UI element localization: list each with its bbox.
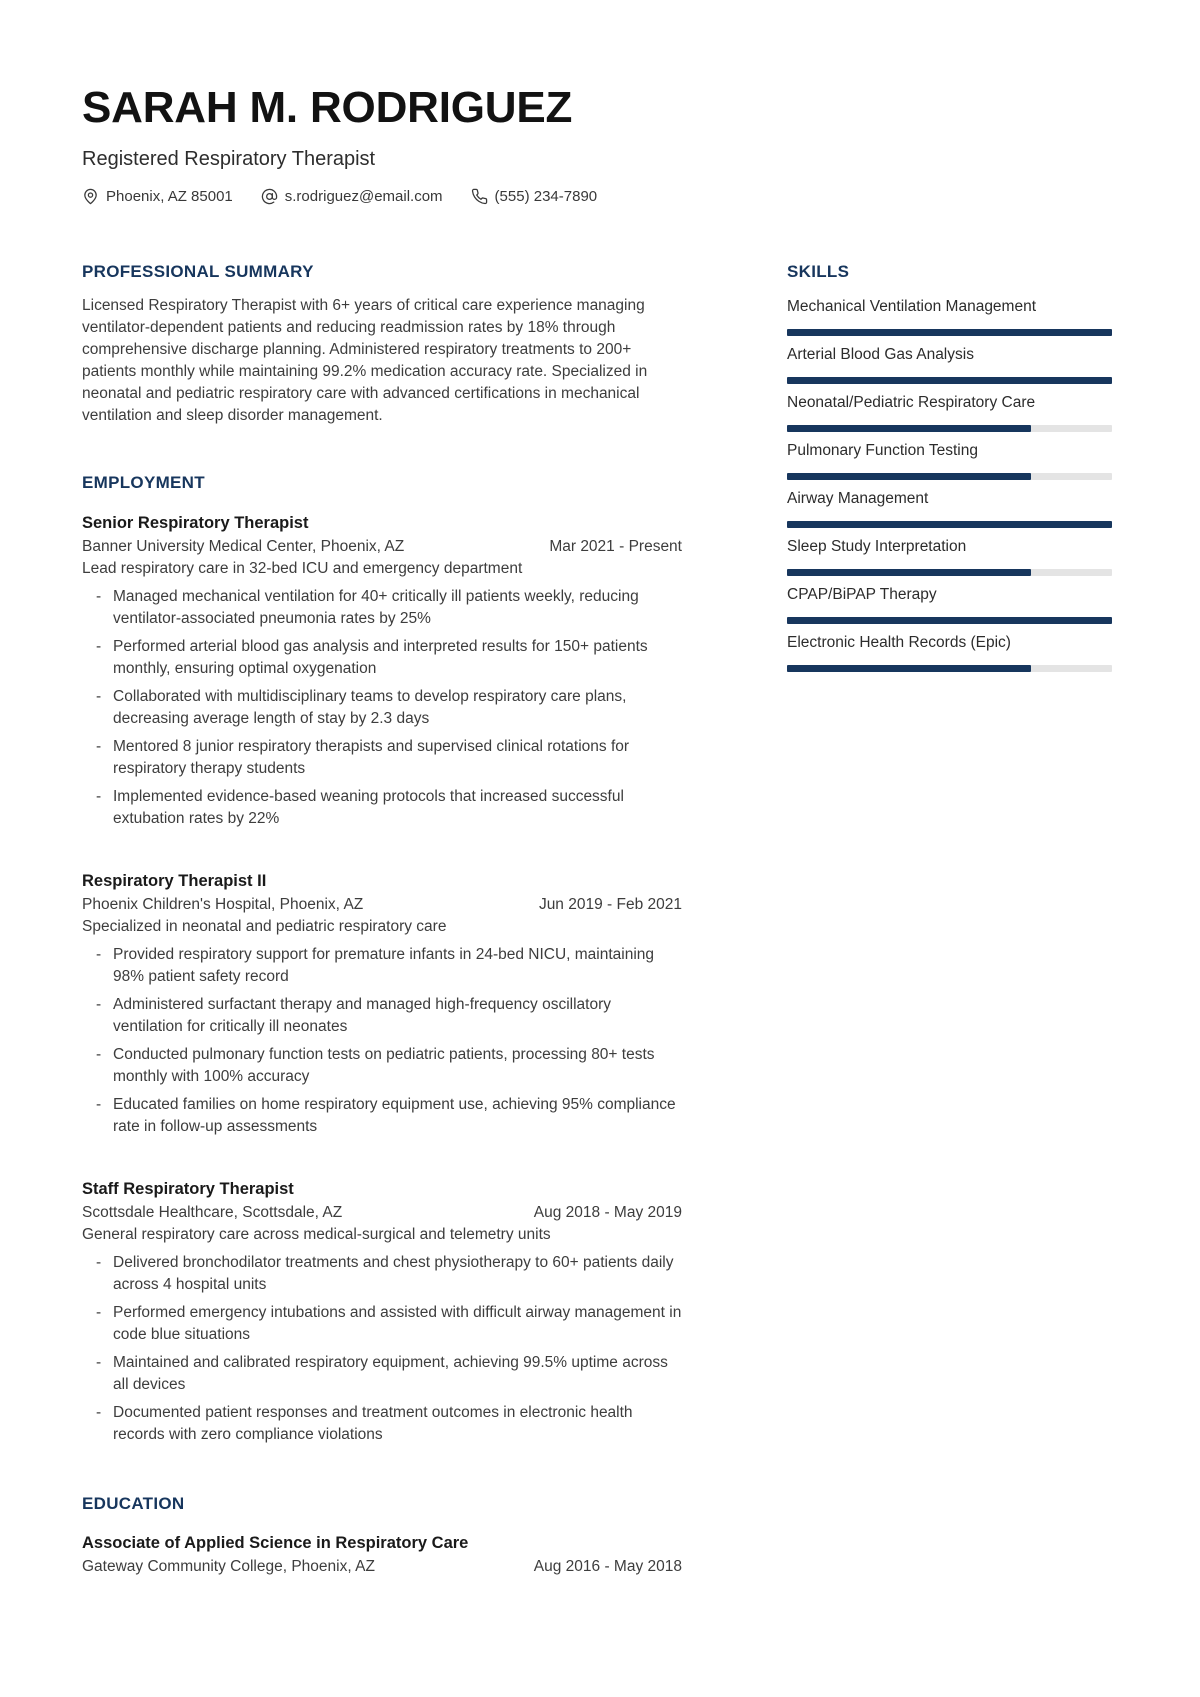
- job-dates: Aug 2018 - May 2019: [533, 1204, 682, 1221]
- skills-heading: SKILLS: [787, 262, 850, 281]
- bullet-item: [96, 1352, 682, 1396]
- skill-bar-fill: [787, 617, 1112, 624]
- contact-location: [82, 188, 233, 205]
- bullet-text: Implemented evidence-based weaning protocols that increased successful extubation rates by 22%: [113, 788, 624, 827]
- skill-item: [787, 632, 1112, 672]
- bullet-marker: -: [96, 1254, 102, 1271]
- job-bullets: [82, 586, 682, 830]
- skill-item: [787, 344, 1112, 384]
- bullet-item: [96, 1252, 682, 1296]
- skill-bar-fill: [787, 569, 1031, 576]
- skills-section: [787, 262, 1112, 672]
- job-title: Respiratory Therapist II: [82, 872, 267, 890]
- contact-location-text: Phoenix, AZ 85001: [106, 188, 233, 205]
- at-sign-icon: [261, 188, 278, 205]
- education-dates: Aug 2016 - May 2018: [533, 1558, 682, 1575]
- bullet-marker: -: [96, 1354, 102, 1371]
- skill-bar-fill: [787, 377, 1112, 384]
- skill-label: Electronic Health Records (Epic): [787, 634, 1011, 651]
- job-description: Specialized in neonatal and pediatric respiratory care: [82, 918, 447, 935]
- bullet-text: Collaborated with multidisciplinary teams to develop respiratory care plans, decreasing average length of stay by 2.3 days: [113, 688, 627, 727]
- main-columns: [82, 262, 1112, 1576]
- bullet-marker: -: [96, 588, 102, 605]
- employment-heading: EMPLOYMENT: [82, 473, 205, 492]
- bullet-item: [96, 736, 682, 780]
- resume-header: [82, 83, 1112, 205]
- contact-email: [261, 188, 443, 205]
- job-bullets: [82, 944, 682, 1138]
- skill-bar-track: [787, 377, 1112, 384]
- skill-bar-track: [787, 329, 1112, 336]
- bullet-item: [96, 686, 682, 730]
- person-job-title: Registered Respiratory Therapist: [82, 148, 376, 170]
- skill-bar-track: [787, 521, 1112, 528]
- contact-email-text: s.rodriguez@email.com: [284, 188, 443, 205]
- skill-item: [787, 440, 1112, 480]
- skill-label: Neonatal/Pediatric Respiratory Care: [787, 394, 1036, 411]
- job-title: Senior Respiratory Therapist: [82, 514, 309, 532]
- job-company: Phoenix Children's Hospital, Phoenix, AZ: [82, 896, 364, 913]
- skill-label: Pulmonary Function Testing: [787, 442, 978, 459]
- skill-item: [787, 296, 1112, 336]
- bullet-item: [96, 1402, 682, 1446]
- bullet-item: [96, 1094, 682, 1138]
- skill-bar-fill: [787, 665, 1031, 672]
- job-description: Lead respiratory care in 32-bed ICU and emergency department: [82, 560, 523, 577]
- bullet-marker: -: [96, 1304, 102, 1321]
- bullet-text: Conducted pulmonary function tests on pediatric patients, processing 80+ tests monthly with 100% accuracy: [113, 1046, 655, 1085]
- employment-section: [82, 473, 682, 1446]
- job-entry: [82, 514, 682, 830]
- skills-list: [787, 296, 1112, 672]
- bullet-item: [96, 786, 682, 830]
- education-heading: EDUCATION: [82, 1494, 185, 1513]
- skill-label: Arterial Blood Gas Analysis: [787, 346, 974, 363]
- bullet-text: Performed arterial blood gas analysis and interpreted results for 150+ patients monthly, ensuring optimal oxygenation: [113, 638, 648, 677]
- skill-bar-track: [787, 617, 1112, 624]
- bullet-text: Mentored 8 junior respiratory therapists and supervised clinical rotations for respiratory therapy students: [113, 738, 630, 777]
- skill-label: CPAP/BiPAP Therapy: [787, 586, 937, 603]
- education-school: Gateway Community College, Phoenix, AZ: [82, 1558, 375, 1575]
- job-description: General respiratory care across medical-surgical and telemetry units: [82, 1226, 551, 1243]
- job-entry: [82, 872, 682, 1138]
- bullet-text: Delivered bronchodilator treatments and chest physiotherapy to 60+ patients daily across 4 hospital units: [113, 1254, 674, 1293]
- bullet-item: [96, 1302, 682, 1346]
- bullet-marker: -: [96, 1096, 102, 1113]
- bullet-marker: -: [96, 738, 102, 755]
- job-company: Scottsdale Healthcare, Scottsdale, AZ: [82, 1204, 343, 1221]
- job-dates: Jun 2019 - Feb 2021: [538, 896, 682, 913]
- skill-item: [787, 392, 1112, 432]
- bullet-marker: -: [96, 946, 102, 963]
- summary-section: [82, 262, 682, 427]
- skill-item: [787, 536, 1112, 576]
- skill-bar-track: [787, 425, 1112, 432]
- job-bullets: [82, 1252, 682, 1446]
- education-section: [82, 1494, 682, 1576]
- skill-bar-fill: [787, 425, 1031, 432]
- location-pin-icon: [82, 188, 99, 205]
- skill-bar-fill: [787, 329, 1112, 336]
- contact-phone-text: (555) 234-7890: [494, 188, 598, 205]
- bullet-text: Administered surfactant therapy and managed high-frequency oscillatory ventilation for critically ill neonates: [113, 996, 611, 1035]
- bullet-text: Documented patient responses and treatment outcomes in electronic health records with zero compliance violations: [113, 1404, 633, 1443]
- skill-label: Airway Management: [787, 490, 929, 507]
- bullet-marker: -: [96, 1404, 102, 1421]
- bullet-item: [96, 1044, 682, 1088]
- job-meta-row: [82, 896, 682, 914]
- skill-bar-track: [787, 569, 1112, 576]
- summary-heading: PROFESSIONAL SUMMARY: [82, 262, 314, 281]
- skill-bar-fill: [787, 473, 1031, 480]
- skill-bar-track: [787, 473, 1112, 480]
- education-meta-row: [82, 1558, 682, 1576]
- education-degree: Associate of Applied Science in Respiratory Care: [82, 1534, 469, 1552]
- bullet-marker: -: [96, 1046, 102, 1063]
- job-company: Banner University Medical Center, Phoenix, AZ: [82, 538, 405, 555]
- job-meta-row: [82, 538, 682, 556]
- skill-item: [787, 584, 1112, 624]
- bullet-text: Educated families on home respiratory equipment use, achieving 95% compliance rate in follow-up assessments: [113, 1096, 676, 1135]
- skill-bar-track: [787, 665, 1112, 672]
- skill-bar-fill: [787, 521, 1112, 528]
- bullet-item: [96, 944, 682, 988]
- job-entry: [82, 1180, 682, 1446]
- bullet-item: [96, 636, 682, 680]
- bullet-text: Managed mechanical ventilation for 40+ critically ill patients weekly, reducing ventilator-associated pneumonia rates by 25%: [113, 588, 639, 627]
- job-meta-row: [82, 1204, 682, 1222]
- bullet-item: [96, 994, 682, 1038]
- job-dates: Mar 2021 - Present: [549, 538, 682, 555]
- bullet-text: Maintained and calibrated respiratory equipment, achieving 99.5% uptime across all devices: [113, 1354, 668, 1393]
- phone-icon: [471, 188, 488, 205]
- left-column: [82, 262, 682, 1576]
- skill-label: Sleep Study Interpretation: [787, 538, 967, 555]
- bullet-marker: -: [96, 638, 102, 655]
- bullet-text: Performed emergency intubations and assisted with difficult airway management in code blue situations: [113, 1304, 682, 1343]
- bullet-marker: -: [96, 788, 102, 805]
- summary-text: Licensed Respiratory Therapist with 6+ years of critical care experience managing ventilator-dependent patients and reducing readmission rates by 18% through comprehensive discharge planning. Administered respiratory treatments to 200+ patients monthly while maintaining 99.2% medication accuracy rate. Specialized in neonatal and pediatric respiratory care with advanced certifications in mechanical ventilation and sleep disorder management.: [82, 297, 648, 424]
- bullet-marker: -: [96, 688, 102, 705]
- bullet-item: [96, 586, 682, 630]
- contact-row: [82, 188, 1112, 205]
- bullet-marker: -: [96, 996, 102, 1013]
- contact-phone: [471, 188, 598, 205]
- skill-item: [787, 488, 1112, 528]
- bullet-text: Provided respiratory support for premature infants in 24-bed NICU, maintaining 98% patient safety record: [113, 946, 655, 985]
- person-name: SARAH M. RODRIGUEZ: [82, 83, 573, 132]
- job-title: Staff Respiratory Therapist: [82, 1180, 294, 1198]
- skill-label: Mechanical Ventilation Management: [787, 298, 1037, 315]
- right-column: [787, 262, 1112, 680]
